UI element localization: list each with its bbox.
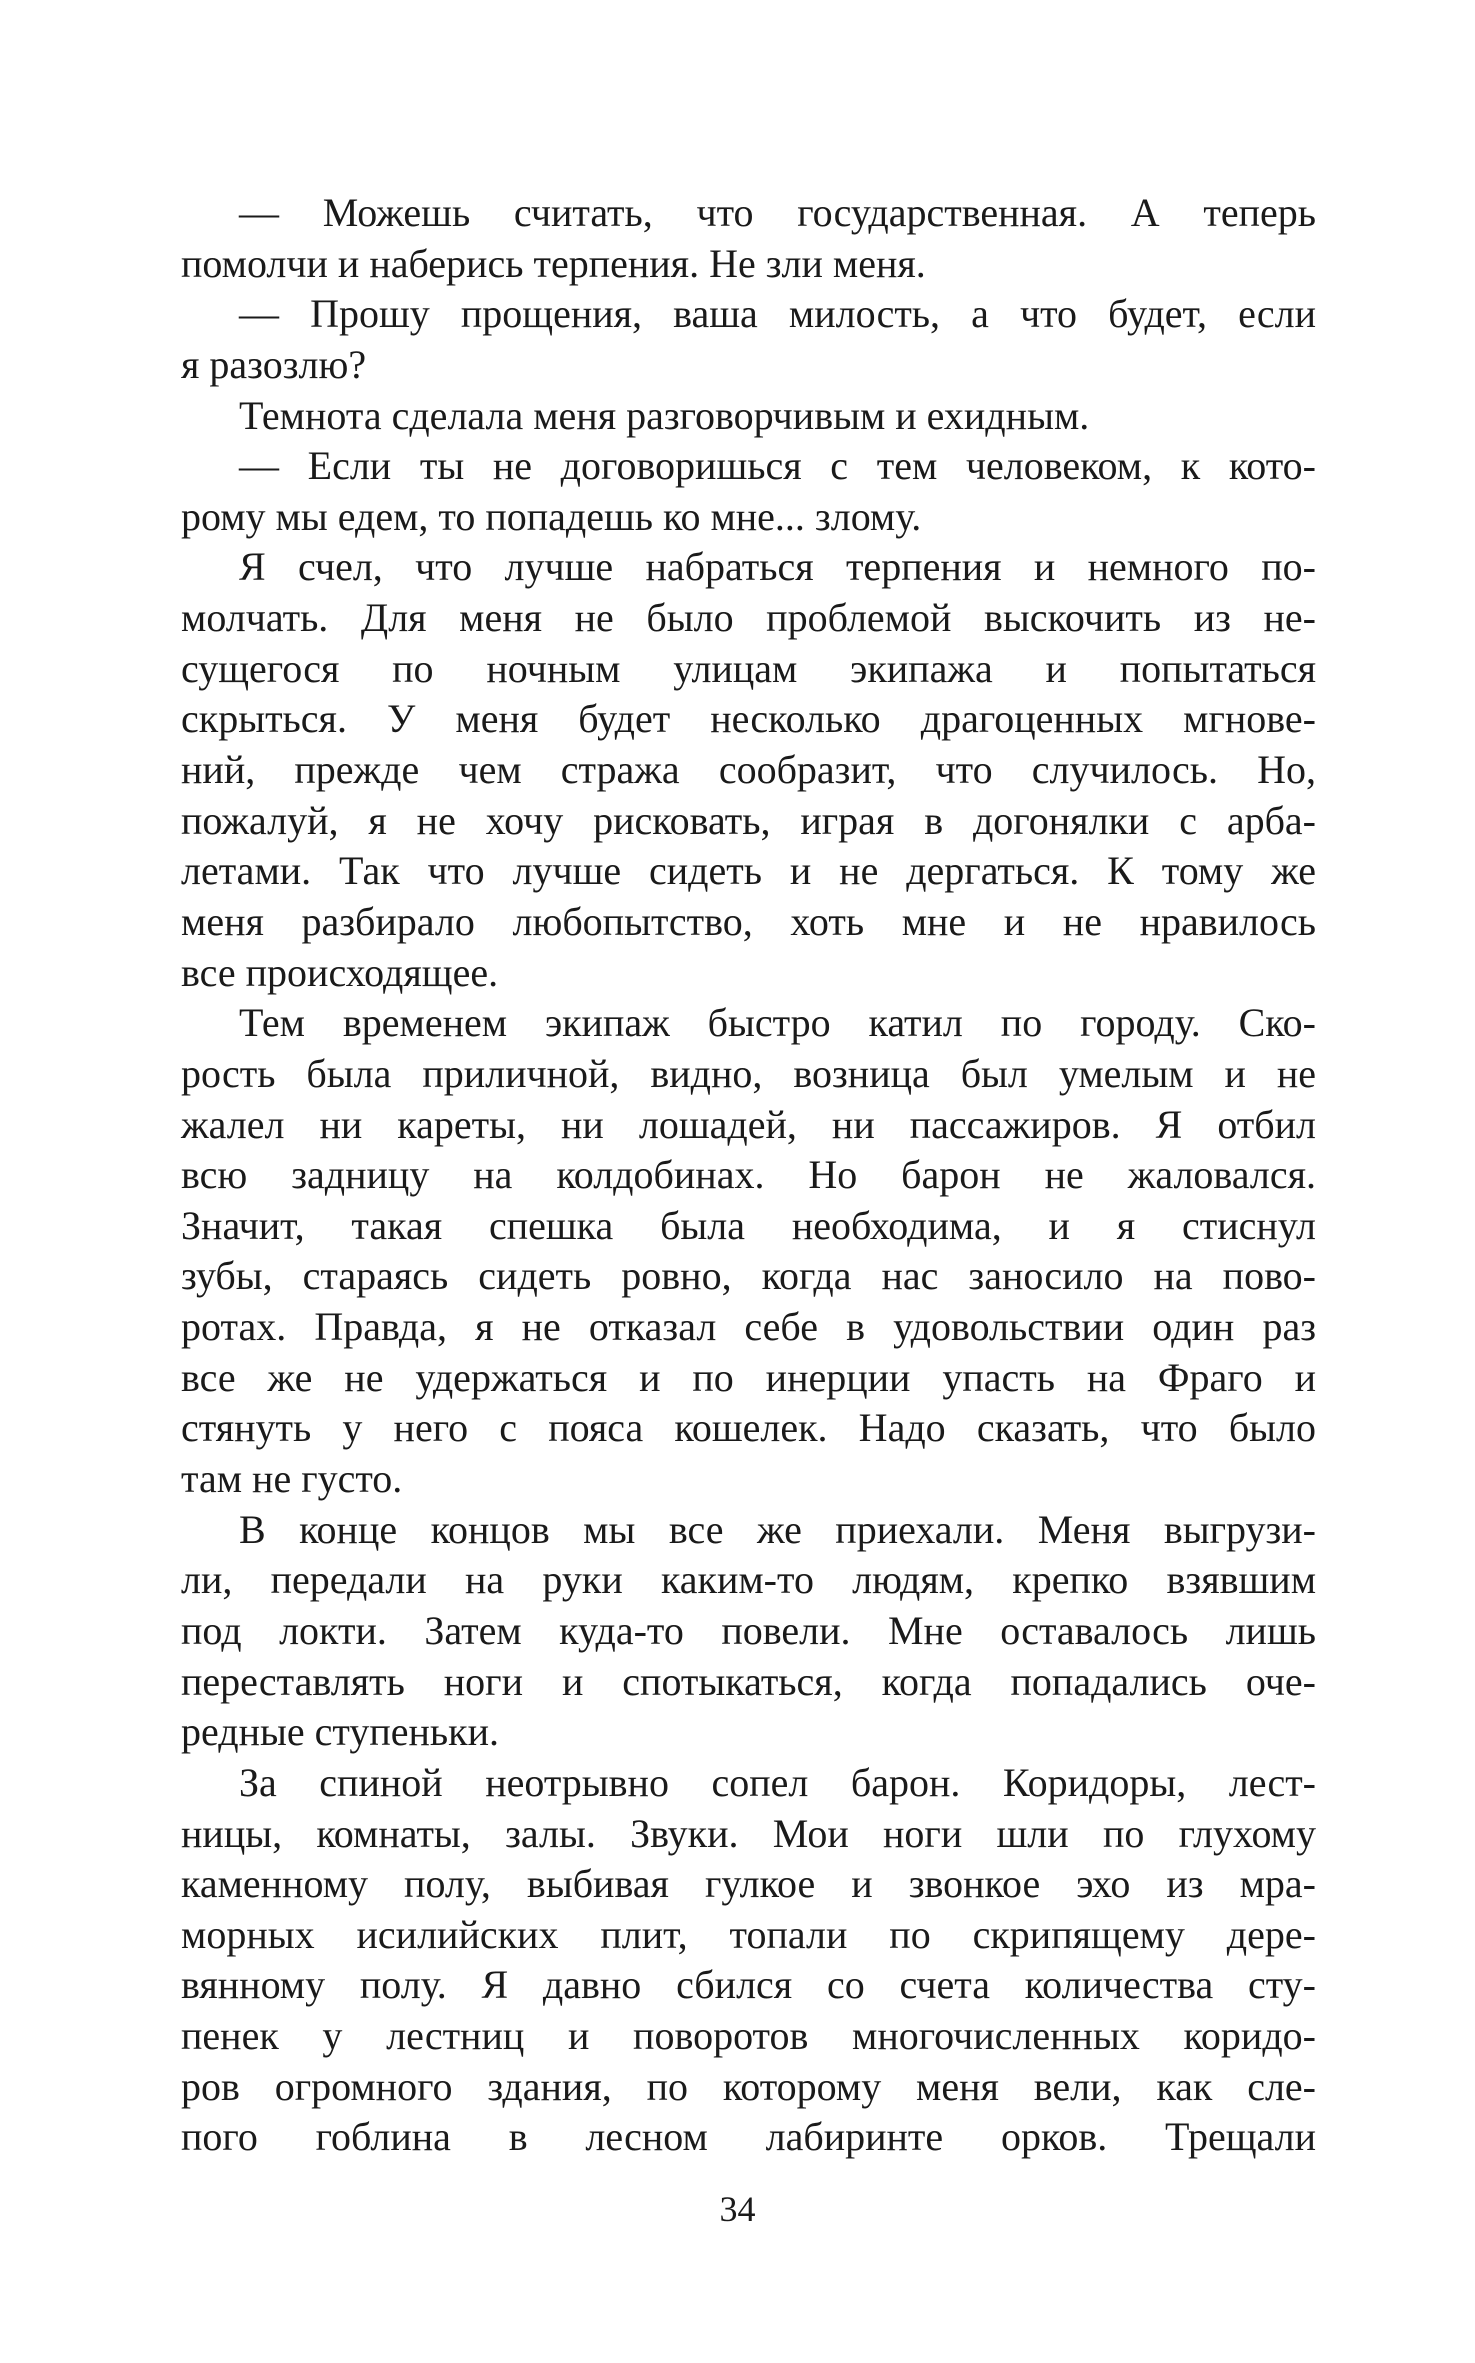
text-line: ний, прежде чем стража сообразит, что случилось. Но, [181, 747, 1316, 793]
text-line: — Прошу прощения, ваша милость, а что будет, если [239, 291, 1316, 337]
text-line: рость была приличной, видно, возница был умелым и не [181, 1050, 1316, 1096]
text-line: Значит, такая спешка была необходима, и я стиснул [181, 1202, 1316, 1248]
text-line: каменному полу, выбивая гулкое и звонкое эхо из мра- [181, 1861, 1316, 1907]
text-line: жалел ни кареты, ни лошадей, ни пассажиров. Я отбил [181, 1101, 1316, 1147]
text-line: морных исилийских плит, топали по скрипящему дере- [181, 1911, 1316, 1957]
text-line: пожалуй, я не хочу рисковать, играя в догонялки с арба- [181, 797, 1316, 843]
text-line: стянуть у него с пояса кошелек. Надо сказать, что было [181, 1405, 1316, 1451]
text-line: сущегося по ночным улицам экипажа и попытаться [181, 645, 1316, 691]
text-line: переставлять ноги и спотыкаться, когда попадались оче- [181, 1658, 1316, 1704]
text-line: зубы, стараясь сидеть ровно, когда нас заносило на пово- [181, 1253, 1316, 1299]
text-line: ров огромного здания, по которому меня вели, как сле- [181, 2063, 1316, 2109]
text-line: — Можешь считать, что государственная. А теперь [239, 190, 1316, 235]
text-line: ротах. Правда, я не отказал себе в удовольствии один раз [181, 1304, 1316, 1350]
text-line: там не густо. [181, 1456, 403, 1502]
text-line: Я счел, что лучше набраться терпения и немного по- [239, 544, 1316, 590]
text-line: молчать. Для меня не было проблемой выскочить из не- [181, 595, 1316, 641]
text-line: пенек у лестниц и поворотов многочисленных коридо- [181, 2013, 1316, 2059]
text-line: меня разбирало любопытство, хоть мне и не нравилось [181, 898, 1316, 944]
text-line: В конце концов мы все же приехали. Меня выгрузи- [239, 1506, 1316, 1552]
text-line: летами. Так что лучше сидеть и не дергаться. К тому же [181, 848, 1316, 894]
text-line: скрыться. У меня будет несколько драгоценных мгнове- [181, 696, 1316, 742]
text-line: Темнота сделала меня разговорчивым и ехидным. [239, 392, 1090, 438]
text-line: пого гоблина в лесном лабиринте орков. Трещали [181, 2114, 1316, 2160]
text-line: ницы, комнаты, залы. Звуки. Мои ноги шли по глухому [181, 1810, 1316, 1856]
text-line: всю задницу на колдобинах. Но барон не жаловался. [181, 1152, 1316, 1198]
text-line: вянному полу. Я давно сбился со счета количества сту- [181, 1962, 1316, 2008]
text-line: За спиной неотрывно сопел барон. Коридоры, лест- [239, 1759, 1316, 1805]
text-line: редные ступеньки. [181, 1709, 499, 1755]
text-line: помолчи и наберись терпения. Не зли меня. [181, 240, 926, 286]
text-line: Тем временем экипаж быстро катил по городу. Ско- [239, 1000, 1316, 1046]
page-number: 34 [719, 2189, 756, 2229]
text-line: все же не удержаться и по инерции упасть на Фраго и [181, 1354, 1316, 1400]
text-line: под локти. Затем куда-то повели. Мне оставалось лишь [181, 1607, 1316, 1653]
text-line: я разозлю? [181, 341, 367, 387]
text-line: ли, передали на руки каким-то людям, крепко взявшим [181, 1557, 1316, 1603]
body-text [181, 188, 1316, 2163]
text-line: — Если ты не договоришься с тем человеком, к кото- [239, 443, 1316, 489]
text-line: рому мы едем, то попадешь ко мне... злому. [181, 493, 922, 539]
text-line: все происходящее. [181, 949, 499, 995]
